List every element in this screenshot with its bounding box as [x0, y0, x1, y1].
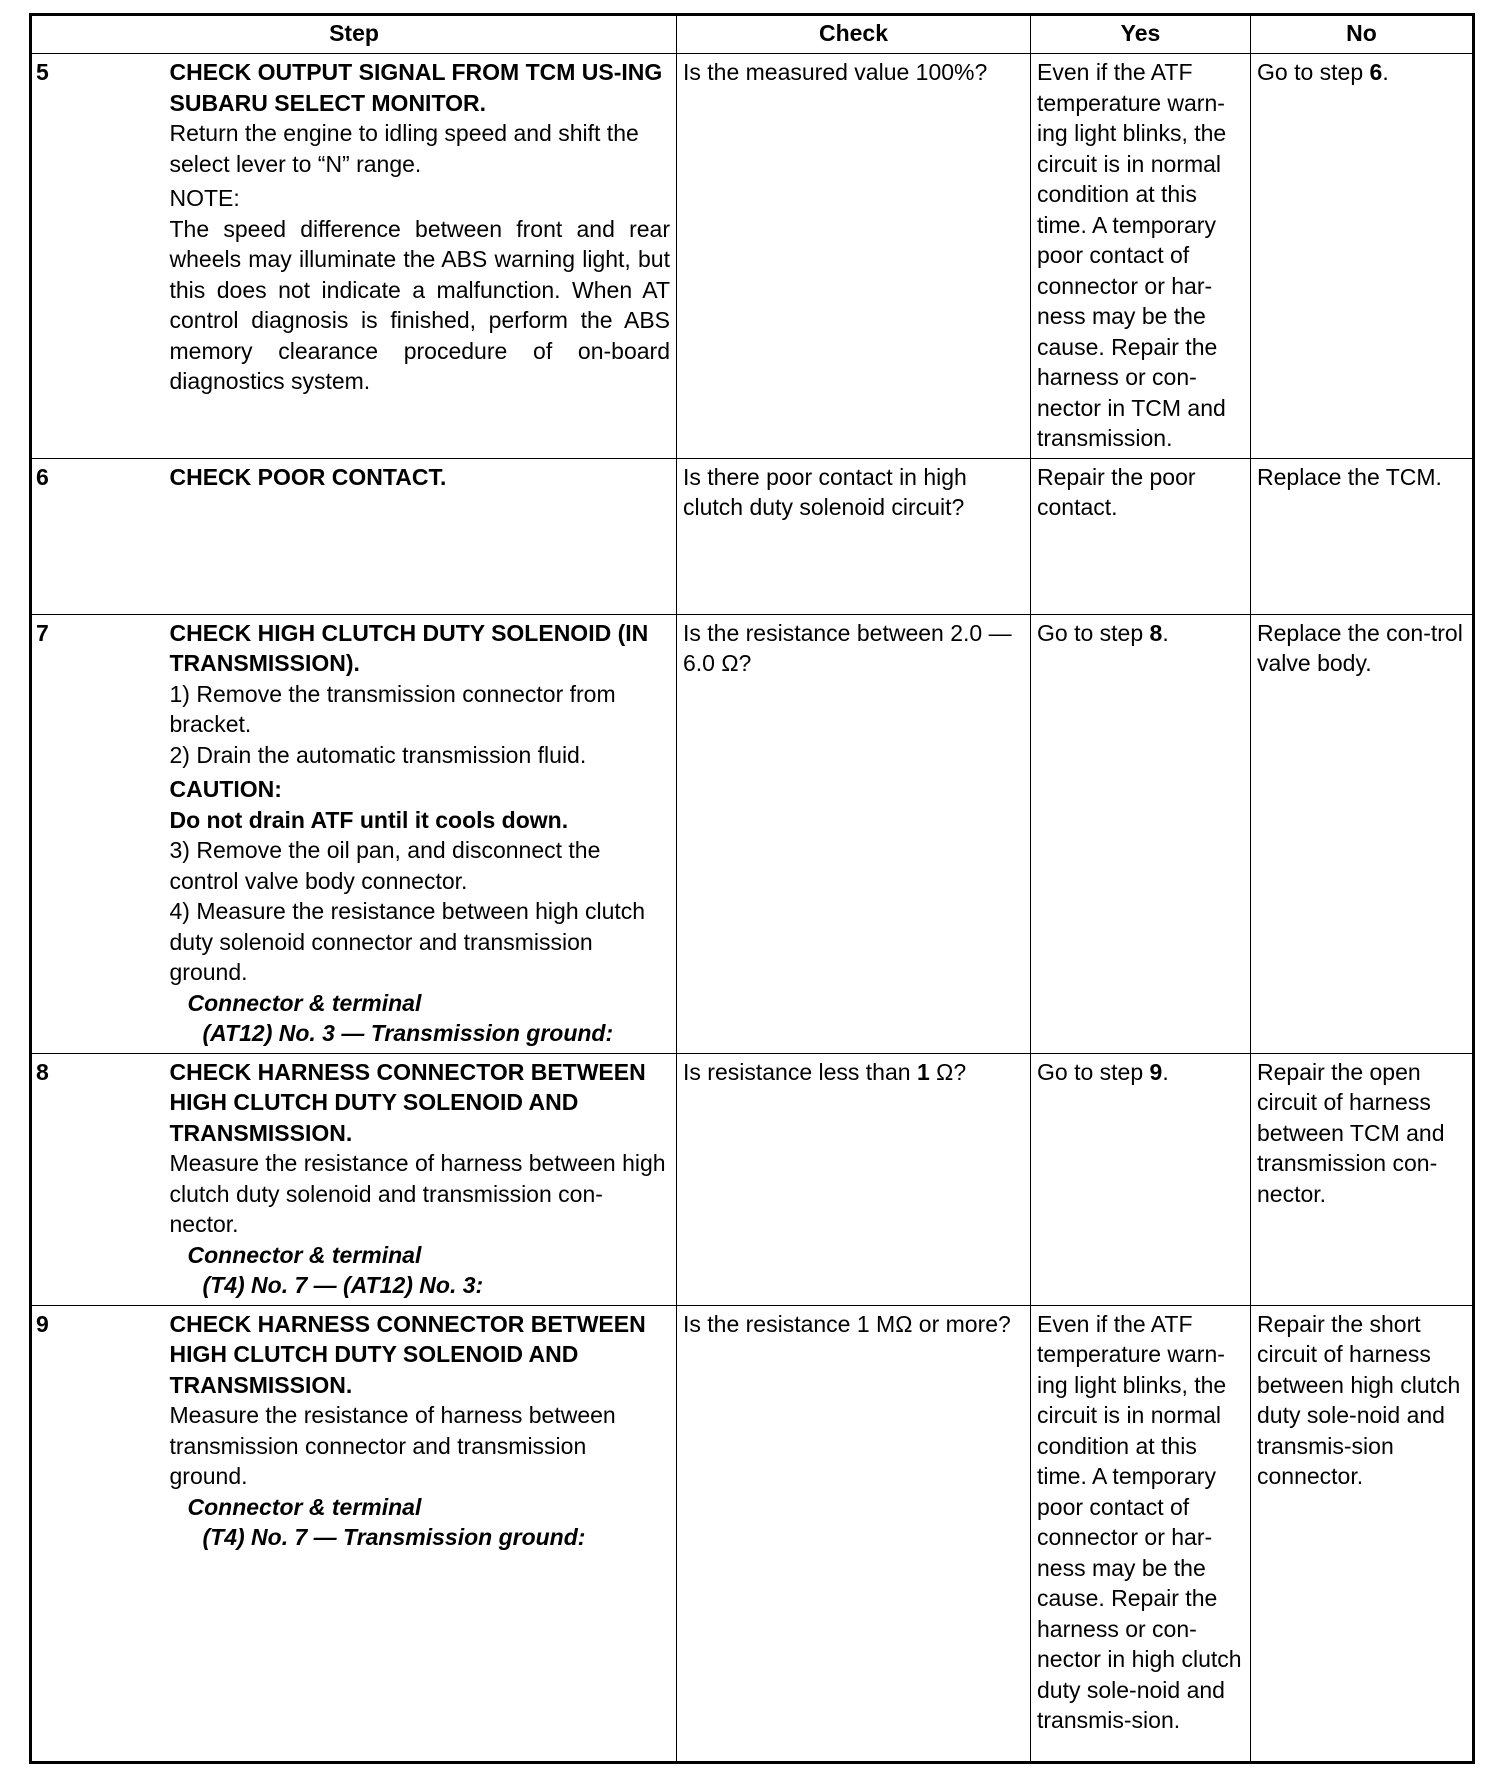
no-cell: Replace the con-trol valve body.	[1251, 614, 1474, 1053]
yes-cell	[1031, 1053, 1251, 1305]
check-cell	[677, 1053, 1031, 1305]
table-row	[31, 1053, 1474, 1305]
step-body: Measure the resistance of harness between high clutch duty solenoid and transmission con-nector.	[169, 1150, 666, 1237]
header-check: Check	[677, 15, 1031, 54]
header-step: Step	[31, 15, 677, 54]
table-row	[31, 458, 1474, 614]
header-no: No	[1251, 15, 1474, 54]
header-row	[31, 15, 1474, 54]
step-instructions	[156, 614, 677, 1053]
connector-terminal-label: Connector & terminal	[187, 1493, 422, 1520]
connector-terminal-label: Connector & terminal	[187, 1241, 422, 1268]
caution-text: Do not drain ATF until it cools down.	[169, 806, 569, 833]
yes-prefix: Go to step	[1037, 1058, 1150, 1085]
no-suffix: .	[1382, 59, 1389, 85]
step-body: Return the engine to idling speed and shift the select lever to “N” range.	[169, 120, 639, 177]
table-row	[31, 1305, 1474, 1762]
yes-suffix: .	[1162, 619, 1169, 646]
no-step-ref: 6	[1369, 59, 1383, 85]
yes-cell: Repair the poor contact.	[1031, 458, 1251, 614]
step-instructions	[156, 54, 677, 459]
step-title: CHECK HARNESS CONNECTOR BETWEEN HIGH CLUTCH DUTY SOLENOID AND TRANSMISSION.	[169, 1058, 646, 1146]
step-body: Measure the resistance of harness between transmission connector and transmission ground.	[169, 1402, 616, 1489]
yes-cell: Even if the ATF temperature warn-ing light blinks, the circuit is in normal condition at this time. A temporary poor contact of connector or har-ness may be the cause. Repair the harness or con-nector in TCM and transmission.	[1031, 54, 1251, 459]
step-number: 6	[31, 458, 156, 614]
check-cell: Is the resistance 1 MΩ or more?	[677, 1305, 1031, 1762]
step-instructions	[156, 458, 677, 614]
check-value: 1	[916, 1058, 930, 1085]
connector-terminal-value: (AT12) No. 3 — Transmission ground:	[202, 1020, 614, 1046]
check-cell: Is the resistance between 2.0 — 6.0 Ω?	[677, 614, 1031, 1053]
substep-3: 3) Remove the oil pan, and disconnect the control valve body connector.	[169, 837, 601, 894]
yes-step-ref: 9	[1149, 1058, 1163, 1085]
yes-suffix: .	[1162, 1058, 1169, 1085]
no-cell: Repair the open circuit of harness between TCM and transmission con-nector.	[1251, 1053, 1474, 1305]
step-title: CHECK POOR CONTACT.	[169, 463, 447, 490]
step-title: CHECK OUTPUT SIGNAL FROM TCM US-ING SUBARU SELECT MONITOR.	[169, 59, 663, 116]
check-suffix: Ω?	[929, 1058, 967, 1085]
step-title: CHECK HIGH CLUTCH DUTY SOLENOID (IN TRANSMISSION).	[169, 619, 649, 676]
header-yes: Yes	[1031, 15, 1251, 54]
diagnostic-table	[29, 13, 1475, 1764]
note-text: The speed difference between front and rear wheels may illuminate the ABS warning light, but this does not indicate a malfunction. When AT control diagnosis is finished, perform the ABS memory clearance procedure of on-board diagnostics system.	[169, 215, 670, 394]
yes-cell	[1031, 614, 1251, 1053]
no-prefix: Go to step	[1257, 59, 1370, 85]
step-instructions	[156, 1053, 677, 1305]
yes-cell: Even if the ATF temperature warn-ing light blinks, the circuit is in normal condition at this time. A temporary poor contact of connector or har-ness may be the cause. Repair the harness or con-nector in high clutch duty sole-noid and transmis-sion.	[1031, 1305, 1251, 1762]
step-number: 8	[31, 1053, 156, 1305]
connector-terminal-label: Connector & terminal	[187, 989, 422, 1016]
note-label: NOTE:	[169, 185, 240, 211]
substep-2: 2) Drain the automatic transmission fluid.	[169, 741, 587, 768]
connector-terminal-value: (T4) No. 7 — (AT12) No. 3:	[202, 1272, 484, 1298]
step-instructions	[156, 1305, 677, 1762]
yes-prefix: Go to step	[1037, 619, 1150, 646]
step-title: CHECK HARNESS CONNECTOR BETWEEN HIGH CLUTCH DUTY SOLENOID AND TRANSMISSION.	[169, 1310, 646, 1398]
no-cell	[1251, 54, 1474, 459]
no-cell: Repair the short circuit of harness between high clutch duty sole-noid and transmis-sion connector.	[1251, 1305, 1474, 1762]
check-cell: Is there poor contact in high clutch duty solenoid circuit?	[677, 458, 1031, 614]
yes-step-ref: 8	[1149, 619, 1163, 646]
step-number: 7	[31, 614, 156, 1053]
step-number: 9	[31, 1305, 156, 1762]
substep-4: 4) Measure the resistance between high clutch duty solenoid connector and transmission ground.	[169, 898, 646, 985]
no-cell: Replace the TCM.	[1251, 458, 1474, 614]
table-row	[31, 614, 1474, 1053]
check-prefix: Is resistance less than	[683, 1058, 917, 1085]
table-row	[31, 54, 1474, 459]
substep-1: 1) Remove the transmission connector from bracket.	[169, 680, 616, 737]
connector-terminal-value: (T4) No. 7 — Transmission ground:	[202, 1524, 586, 1550]
step-number: 5	[31, 54, 156, 459]
check-cell: Is the measured value 100%?	[677, 54, 1031, 459]
caution-label: CAUTION:	[169, 776, 282, 802]
